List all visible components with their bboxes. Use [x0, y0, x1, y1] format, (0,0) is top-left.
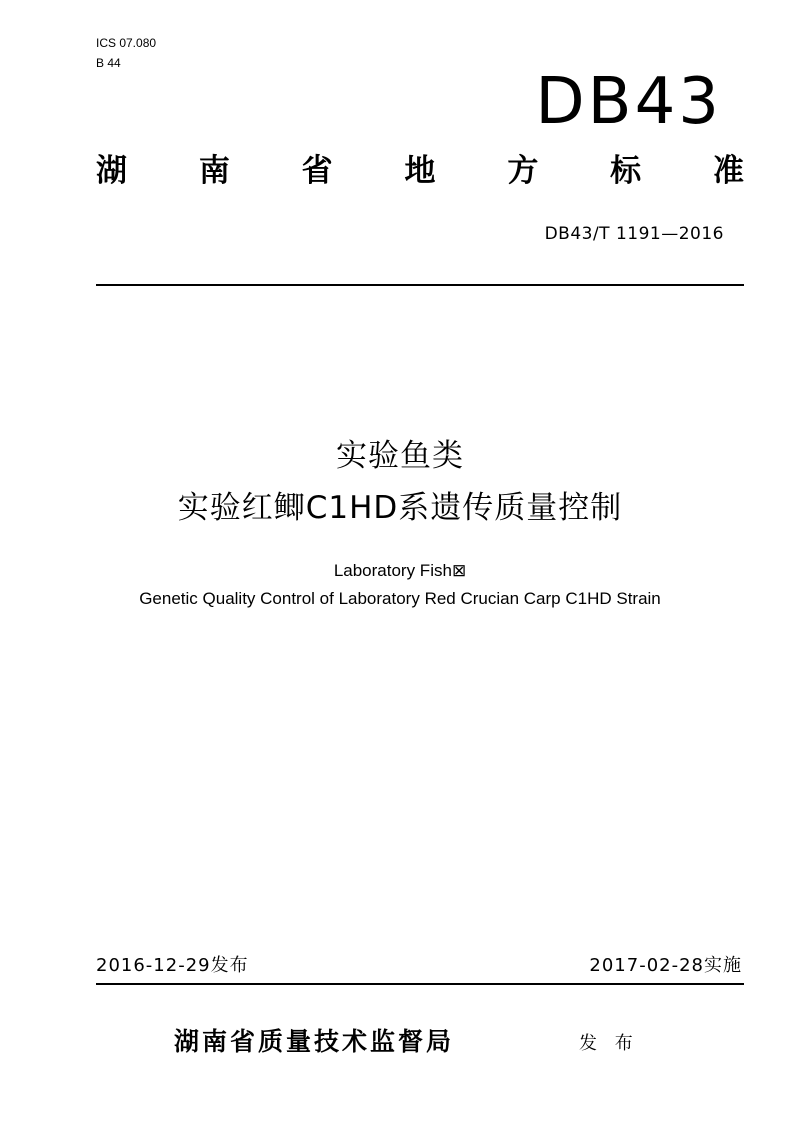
standard-type-char: 地: [404, 153, 436, 189]
english-title-line-1-text: Laboratory Fish: [333, 561, 452, 580]
english-title-line-2: Genetic Quality Control of Laboratory Red Crucian Carp C1HD Strain: [139, 589, 661, 608]
standard-code-mark: DB43: [535, 65, 722, 139]
english-title-line-1: [0, 560, 800, 582]
standard-type-char: 准: [712, 153, 744, 189]
standard-type-char: 湖: [96, 153, 127, 189]
standard-type-char: 南: [198, 153, 230, 189]
issue-date: 2016-12-29发布: [96, 955, 249, 976]
placeholder-box-glyph: ⊠: [451, 561, 467, 580]
title-block: [0, 434, 800, 610]
footer-divider: [96, 983, 744, 985]
chinese-title-line-2: 实验红鲫C1HD系遗传质量控制: [177, 490, 623, 526]
standard-number: DB43/T 1191—2016: [544, 224, 724, 244]
standard-type-char: 省: [301, 153, 333, 189]
issue-label: 发 布: [579, 1033, 639, 1054]
chinese-title-line-1: 实验鱼类: [336, 438, 464, 474]
ics-code: ICS 07.080: [96, 36, 157, 50]
standard-type-char: 标: [610, 153, 642, 189]
effective-date: 2017-02-28实施: [589, 955, 742, 976]
issuing-authority: 湖南省质量技术监督局: [174, 1027, 455, 1056]
header-divider: [96, 284, 744, 286]
standard-type-char: 方: [507, 153, 539, 189]
classification-code: B 44: [96, 56, 121, 70]
standard-type-heading: [96, 150, 744, 192]
